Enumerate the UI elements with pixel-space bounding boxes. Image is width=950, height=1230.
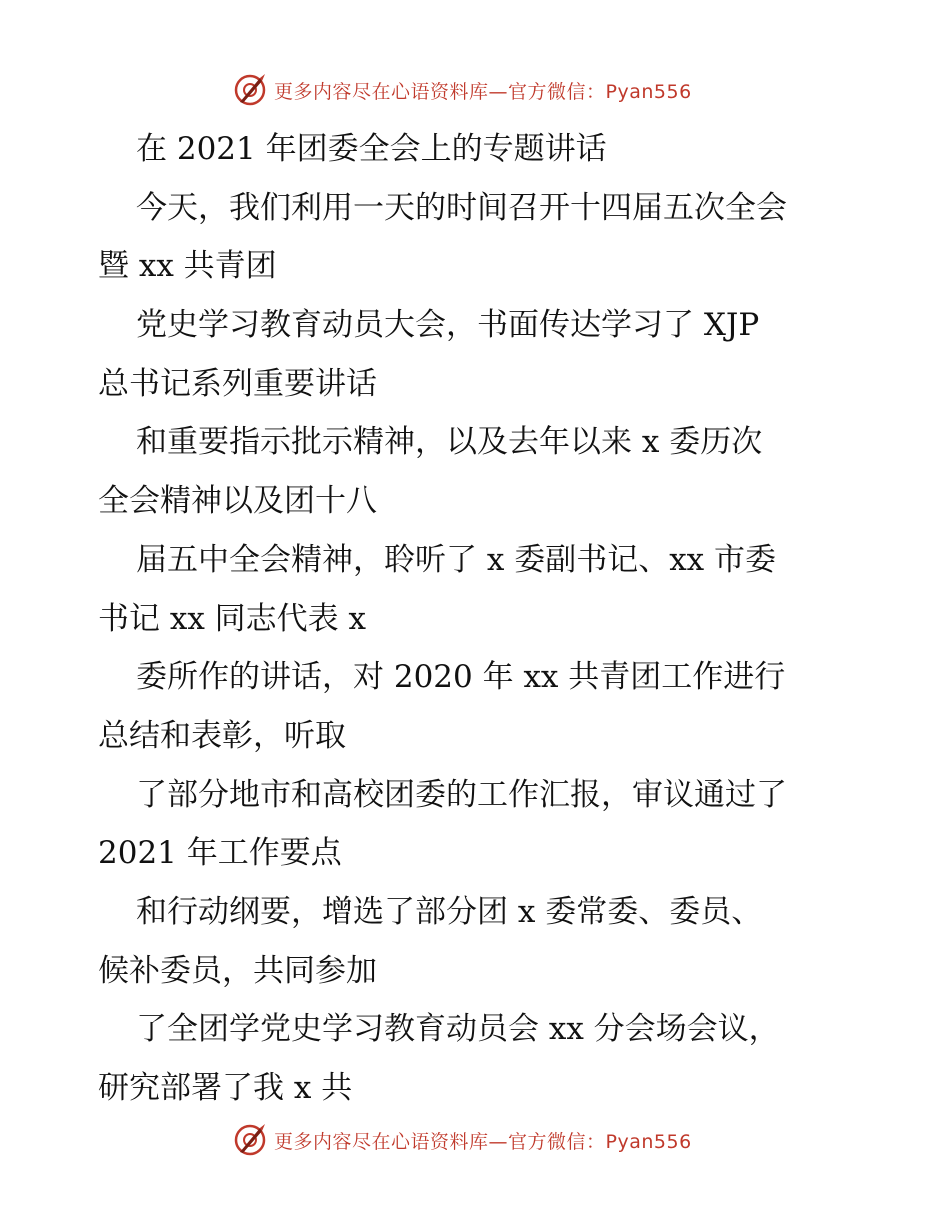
paragraph-line: 委所作的讲话，对 2020 年 xx 共青团工作进行	[136, 659, 786, 696]
quill-logo-icon	[232, 1122, 268, 1158]
paragraph-line: 2021 年工作要点	[98, 835, 342, 872]
header-banner	[232, 70, 752, 110]
paragraph-line: 党史学习教育动员大会，书面传达学习了 XJP	[136, 307, 760, 344]
footer-banner	[232, 1120, 752, 1160]
header-banner-label	[274, 77, 692, 104]
paragraph-line: 总结和表彰，听取	[98, 717, 346, 754]
paragraph-line: 届五中全会精神，聆听了 x 委副书记、xx 市委	[136, 541, 777, 578]
footer-banner-text: 更多内容尽在心语资料库	[274, 1130, 489, 1153]
paragraph-line: 总书记系列重要讲话	[98, 365, 377, 402]
document-title: 在 2021 年团委全会上的专题讲话	[136, 131, 607, 167]
paragraph-line: 了部分地市和高校团委的工作汇报，审议通过了	[136, 776, 787, 813]
footer-banner-label	[274, 1127, 692, 1154]
header-wechat-label: 官方微信：	[508, 80, 606, 103]
header-wechat-account: Pyan556	[605, 80, 692, 103]
quill-logo-icon	[232, 72, 268, 108]
paragraph-line: 研究部署了我 x 共	[98, 1070, 353, 1106]
header-banner-separator: —	[488, 80, 509, 103]
document-body	[98, 120, 858, 1118]
paragraph-line: 候补委员，共同参加	[98, 952, 377, 989]
paragraph-line: 今天，我们利用一天的时间召开十四届五次全会	[136, 189, 787, 226]
paragraph-line: 全会精神以及团十八	[98, 483, 377, 520]
paragraph-line: 和行动纲要，增选了部分团 x 委常委、委员、	[136, 893, 763, 930]
footer-banner-separator: —	[488, 1130, 509, 1153]
footer-wechat-label: 官方微信：	[508, 1130, 606, 1153]
header-banner-text: 更多内容尽在心语资料库	[274, 80, 489, 103]
paragraph-line: 书记 xx 同志代表 x	[98, 600, 367, 637]
paragraph-line: 和重要指示批示精神，以及去年以来 x 委历次	[136, 424, 763, 461]
footer-wechat-account: Pyan556	[605, 1130, 692, 1153]
paragraph-line: 暨 xx 共青团	[98, 248, 277, 285]
paragraph-line: 了全团学党史学习教育动员会 xx 分会场会议，	[136, 1011, 780, 1048]
